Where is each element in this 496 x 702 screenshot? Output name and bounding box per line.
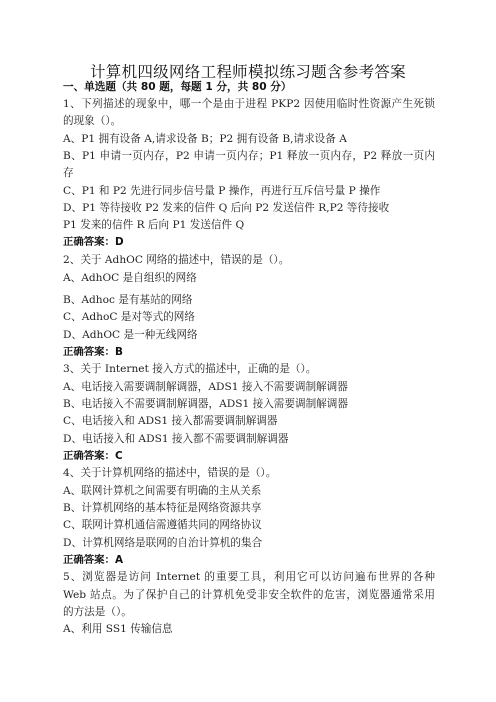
question-5-stem-cont-1: Web 站点。为了保护自己的计算机免受非安全软件的危害，浏览器通常采用 (63, 589, 435, 601)
question-1-option-a: A、P1 拥有设备 A,请求设备 B；P2 拥有设备 B,请求设备 A (63, 133, 347, 145)
question-4-option-c: C、联网计算机通信需遵循共同的网络协议 (63, 519, 262, 531)
page-title: 计算机四级网络工程师模拟练习题含参考答案 (89, 63, 406, 81)
question-1-option-d-cont: P1 发来的信件 R 后向 P1 发送信件 Q (63, 219, 245, 231)
question-3-option-a: A、电话接入需要调制解调器，ADS1 接入不需要调制解调器 (63, 381, 348, 393)
question-3-answer: 正确答案：C (63, 450, 123, 462)
question-1-option-b: B、P1 申请一页内存，P2 申请一页内存；P1 释放一页内存，P2 释放一页内 (63, 150, 435, 162)
section-heading: 一、单选题（共 80 题，每题 1 分，共 80 分） (63, 81, 292, 93)
question-4-option-d: D、计算机网络是联网的自治计算机的集合 (63, 537, 263, 549)
question-2-option-b: B、Adhoc 是有基站的网络 (63, 294, 193, 306)
question-2-stem: 2、关于 AdhOC 网络的描述中，错误的是（）。 (63, 254, 290, 266)
question-1-option-b-cont: 存 (63, 167, 74, 179)
question-1-option-c: C、P1 和 P2 先进行同步信号量 P 操作，再进行互斥信号量 P 操作 (63, 185, 381, 197)
question-1-answer: 正确答案：D (63, 236, 124, 248)
question-4-stem: 4、关于计算机网络的描述中，错误的是（）。 (63, 467, 277, 479)
question-3-stem: 3、关于 Internet 接入方式的描述中，正确的是（）。 (63, 363, 317, 375)
question-2-option-d: D、AdhOC 是一种无线网络 (63, 329, 198, 341)
question-1-stem: 1、下列描述的现象中，哪一个是由于进程 PKP2 因使用临时性资源产生死锁 (63, 98, 435, 110)
question-5-stem: 5、浏览器是访问 Internet 的重要工具，利用它可以访问遍布世界的各种 (63, 571, 435, 583)
question-4-option-a: A、联网计算机之间需要有明确的主从关系 (63, 485, 262, 497)
question-5-stem-cont-2: 的方法是（）。 (63, 606, 132, 618)
question-3-option-d: D、电话接入和 ADS1 接入都不需要调制解调器 (63, 433, 289, 445)
question-4-option-b: B、计算机网络的基本特征是网络资源共享 (63, 502, 262, 514)
question-2-option-a: A、AdhOC 是自组织的网络 (63, 272, 197, 284)
question-2-option-c: C、AdhoC 是对等式的网络 (63, 311, 195, 323)
question-3-option-c: C、电话接入和 ADS1 接入都需要调制解调器 (63, 415, 278, 427)
question-4-answer: 正确答案：A (63, 554, 123, 566)
question-5-option-a: A、利用 SS1 传输信息 (63, 623, 173, 635)
question-1-option-d: D、P1 等待接收 P2 发来的信件 Q 后向 P2 发送信件 R,P2 等待接收 (63, 202, 390, 214)
question-3-option-b: B、电话接入不需要调制解调器，ADS1 接入需要调制解调器 (63, 398, 348, 410)
question-1-stem-cont: 的现象（）。 (63, 115, 122, 127)
question-2-answer: 正确答案：B (63, 346, 123, 358)
